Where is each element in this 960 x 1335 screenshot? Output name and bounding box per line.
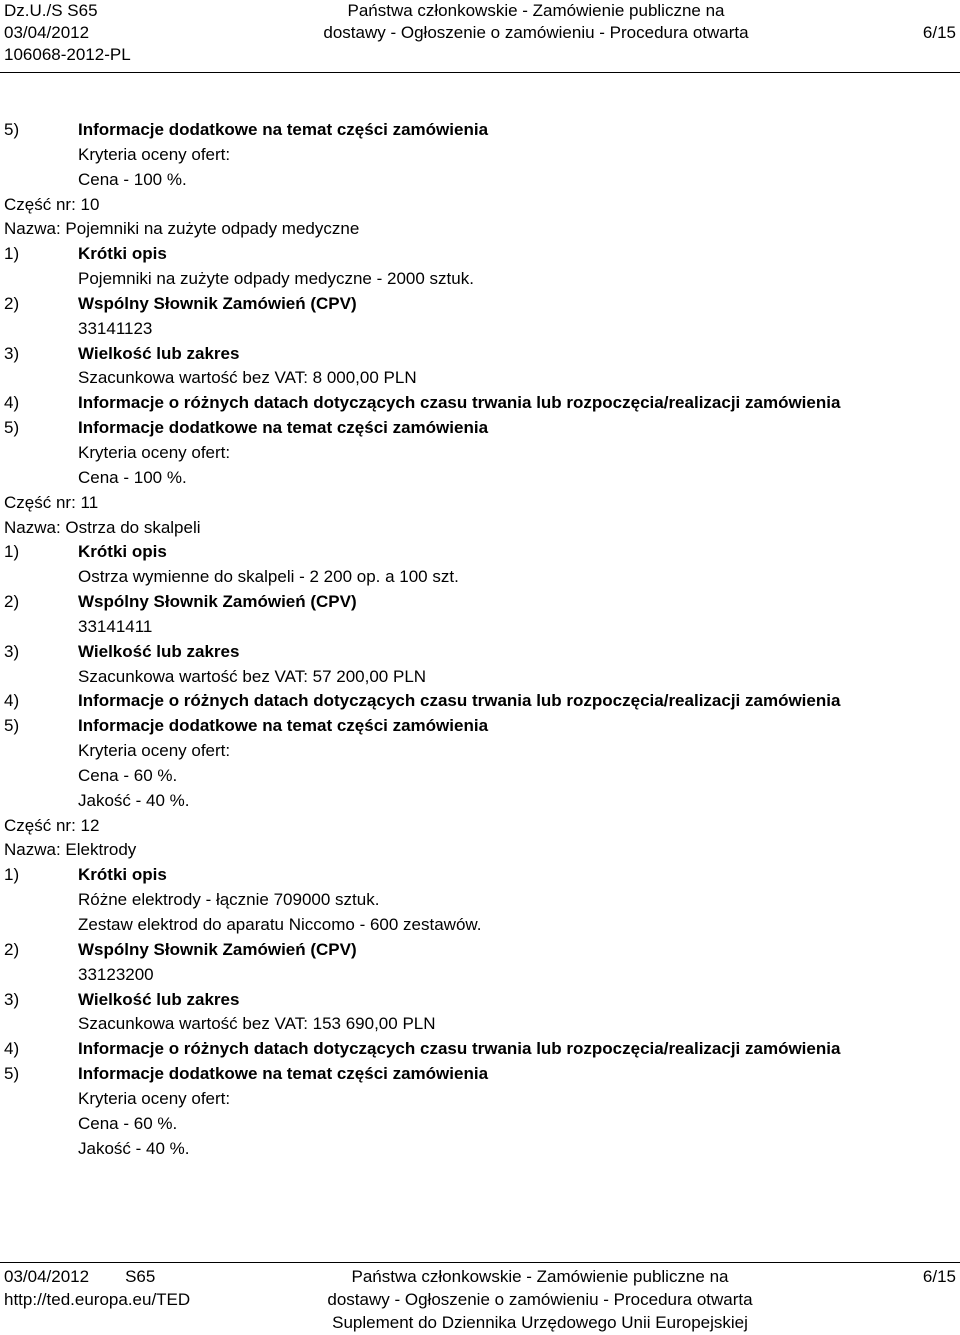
- dates-heading: [4, 1037, 956, 1062]
- cpv-code: 33141123: [78, 318, 153, 338]
- item-number: 5): [4, 120, 20, 139]
- header-title-line2: dostawy - Ogłoszenie o zamówieniu - Procedura otwarta: [323, 23, 749, 42]
- journal-ref: Dz.U./S S65: [4, 1, 98, 20]
- item-number: 4): [4, 393, 20, 413]
- item-number: 3): [4, 343, 20, 363]
- short-description-heading: [4, 540, 956, 565]
- item-label: Krótki opis: [78, 244, 167, 264]
- cpv-heading: [4, 292, 956, 317]
- item-label: Wielkość lub zakres: [78, 989, 240, 1009]
- item-number: 2): [4, 939, 20, 959]
- additional-info-heading: [4, 1062, 956, 1087]
- criteria-price: Cena - 100 %.: [78, 467, 187, 487]
- criteria-quality: Jakość - 40 %.: [78, 1138, 190, 1158]
- header-date: 03/04/2012: [4, 23, 90, 42]
- header-title: [308, 0, 764, 44]
- item-number: 5): [4, 1064, 20, 1084]
- short-description: Różne elektrody - łącznie 709000 sztuk.: [78, 890, 380, 910]
- cpv-heading: [4, 938, 956, 963]
- dates-heading: [4, 391, 956, 416]
- footer-date-series: [4, 1265, 190, 1288]
- item-number: 3): [4, 641, 20, 661]
- item-label: Wielkość lub zakres: [78, 641, 240, 661]
- footer-date: 03/04/2012: [4, 1267, 90, 1286]
- footer-url: http://ted.europa.eu/TED: [4, 1290, 191, 1309]
- estimated-value: Szacunkowa wartość bez VAT: 57 200,00 PLN: [78, 666, 427, 686]
- document-id: 106068-2012-PL: [4, 45, 131, 64]
- item-label: Informacje o różnych datach dotyczących czasu trwania lub rozpoczęcia/realizacji zamówienia: [78, 691, 841, 711]
- item-number: 5): [4, 716, 20, 736]
- item-label: Krótki opis: [78, 542, 167, 562]
- item-number: 2): [4, 592, 20, 612]
- part-name: Nazwa: Elektrody: [4, 840, 137, 860]
- short-description-heading: [4, 863, 956, 888]
- page-header: [0, 0, 960, 73]
- item-number: 1): [4, 542, 20, 562]
- footer-left: [4, 1265, 190, 1311]
- footer-title: [290, 1265, 790, 1334]
- item-label: Wspólny Słownik Zamówień (CPV): [78, 592, 357, 612]
- additional-info-heading: [4, 118, 956, 143]
- item-label: Informacje dodatkowe na temat części zamówienia: [78, 716, 489, 736]
- part-number: Część nr: 11: [4, 492, 99, 512]
- item-label: Krótki opis: [78, 865, 167, 885]
- short-description: Zestaw elektrod do aparatu Niccomo - 600 zestawów.: [78, 915, 482, 934]
- item-label: Informacje o różnych datach dotyczących czasu trwania lub rozpoczęcia/realizacji zamówienia: [78, 393, 841, 413]
- cpv-heading: [4, 590, 956, 615]
- short-description: Ostrza wymienne do skalpeli - 2 200 op. a 100 szt.: [78, 567, 459, 587]
- short-description: Pojemniki na zużyte odpady medyczne - 2000 sztuk.: [78, 269, 474, 289]
- item-number: 4): [4, 691, 20, 711]
- item-label: Wspólny Słownik Zamówień (CPV): [78, 293, 357, 313]
- item-number: 5): [4, 418, 20, 438]
- additional-info-heading: [4, 416, 956, 441]
- part-name: Nazwa: Ostrza do skalpeli: [4, 517, 201, 537]
- cpv-code: 33141411: [78, 616, 153, 636]
- item-label: Wielkość lub zakres: [78, 343, 240, 363]
- short-description-heading: [4, 242, 956, 267]
- part-number: Część nr: 10: [4, 194, 100, 214]
- criteria-quality: Jakość - 40 %.: [78, 790, 190, 810]
- header-title-line1: Państwa członkowskie - Zamówienie publiczne na: [347, 1, 725, 20]
- item-number: 1): [4, 244, 20, 264]
- item-number: 3): [4, 989, 20, 1009]
- estimated-value: Szacunkowa wartość bez VAT: 8 000,00 PLN: [78, 368, 417, 388]
- footer-page-number: 6/15: [922, 1267, 956, 1286]
- additional-info-heading: [4, 714, 956, 739]
- criteria-label: Kryteria oceny ofert:: [78, 144, 231, 164]
- item-number: 2): [4, 293, 20, 313]
- footer-title-line1: Państwa członkowskie - Zamówienie publiczne na: [351, 1267, 729, 1286]
- footer-series: S65: [125, 1267, 156, 1286]
- part-number: Część nr: 12: [4, 815, 100, 835]
- criteria-price: Cena - 60 %.: [78, 765, 178, 785]
- page-footer: [0, 1262, 960, 1335]
- document-body: [4, 118, 956, 1161]
- scope-heading: [4, 988, 956, 1013]
- criteria-price: Cena - 100 %.: [78, 169, 187, 189]
- item-label: Informacje dodatkowe na temat części zamówienia: [78, 1064, 489, 1084]
- footer-title-line3: Suplement do Dziennika Urzędowego Unii Europejskiej: [332, 1313, 748, 1332]
- scope-heading: [4, 640, 956, 665]
- item-label: Informacje o różnych datach dotyczących czasu trwania lub rozpoczęcia/realizacji zamówienia: [78, 1039, 841, 1059]
- dates-heading: [4, 689, 956, 714]
- item-label: Wspólny Słownik Zamówień (CPV): [78, 939, 357, 959]
- criteria-label: Kryteria oceny ofert:: [78, 1088, 231, 1108]
- criteria-price: Cena - 60 %.: [78, 1113, 178, 1133]
- item-label: Informacje dodatkowe na temat części zamówienia: [78, 120, 489, 139]
- header-page-number: 6/15: [922, 23, 956, 42]
- estimated-value: Szacunkowa wartość bez VAT: 153 690,00 PLN: [78, 1014, 436, 1034]
- footer-title-line2: dostawy - Ogłoszenie o zamówieniu - Procedura otwarta: [327, 1290, 753, 1309]
- criteria-label: Kryteria oceny ofert:: [78, 442, 231, 462]
- part-name: Nazwa: Pojemniki na zużyte odpady medyczne: [4, 219, 360, 239]
- item-number: 4): [4, 1039, 20, 1059]
- header-left: [4, 0, 131, 66]
- scope-heading: [4, 342, 956, 367]
- cpv-code: 33123200: [78, 964, 154, 984]
- criteria-label: Kryteria oceny ofert:: [78, 741, 231, 761]
- item-number: 1): [4, 865, 20, 885]
- item-label: Informacje dodatkowe na temat części zamówienia: [78, 418, 489, 438]
